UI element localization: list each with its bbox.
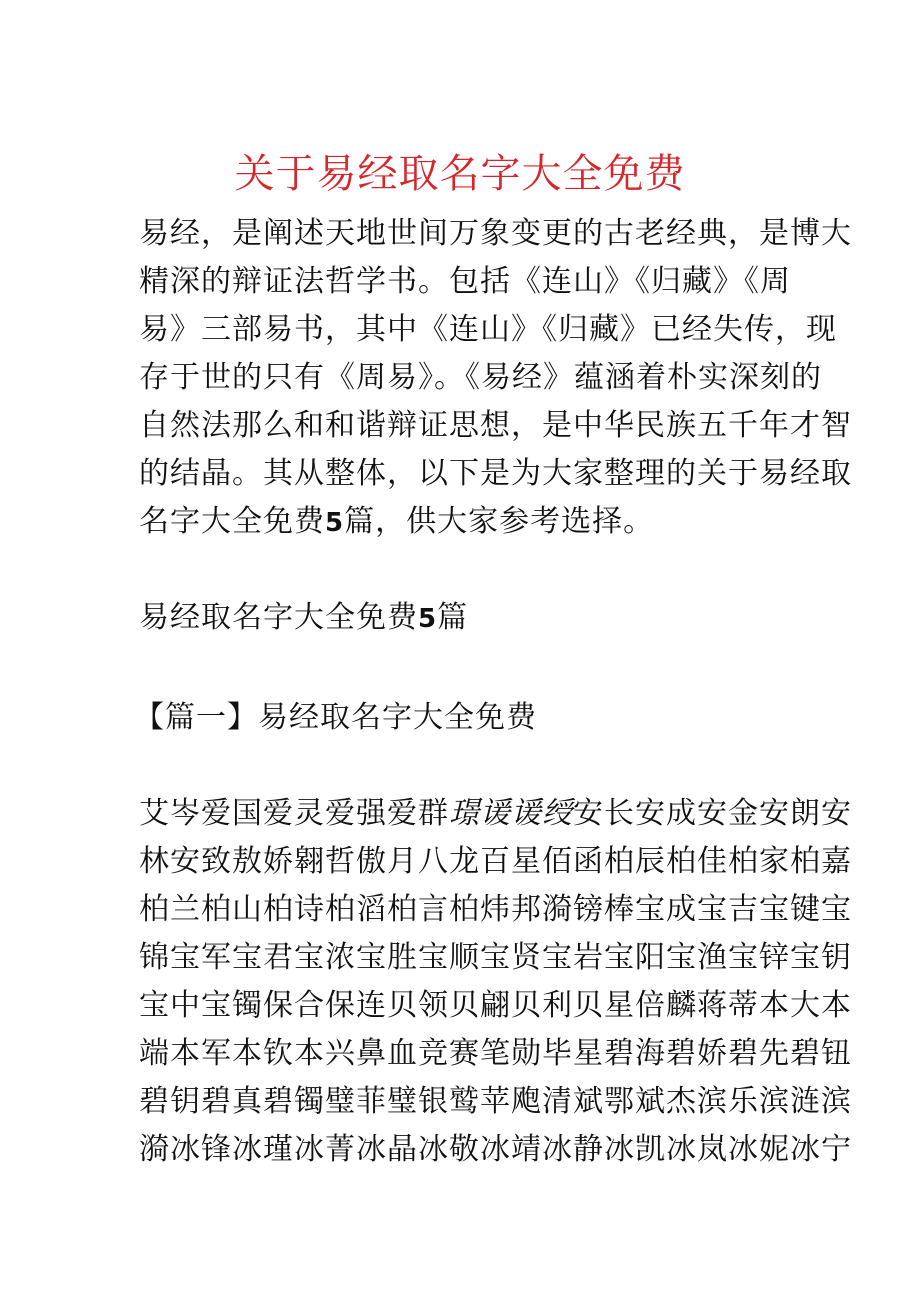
intro-line: 易》三部易书，其中《连山》《归藏》已经失传，现 bbox=[139, 312, 837, 347]
intro-line: 精深的辩证法哲学书。包括《连山》《归藏》《周 bbox=[139, 264, 791, 299]
names-line: 碧钥碧真碧镯璧菲璧银鹫苹飑清斌鄂斌杰滨乐滨涟滨 bbox=[139, 1084, 852, 1119]
intro-line: 易经，是阐述天地世间万象变更的古老经典，是博大 bbox=[139, 216, 852, 251]
names-line: 端本军本钦本兴鼻血竞赛笔勋毕星碧海碧娇碧先碧钮 bbox=[139, 1036, 852, 1071]
page-title: 关于易经取名字大全免费 bbox=[234, 151, 686, 197]
subtitle bbox=[139, 598, 468, 639]
intro-text: 名字大全免费 bbox=[139, 504, 325, 539]
intro-text: 篇，供大家参考选择。 bbox=[344, 504, 655, 539]
section-heading: 【篇一】易经取名字大全免费 bbox=[134, 700, 537, 735]
names-line bbox=[139, 794, 852, 834]
intro-line: 存于世的只有《周易》。《易经》蕴涵着朴实深刻的 bbox=[139, 360, 822, 395]
count-number: 5 bbox=[325, 508, 345, 538]
names-line: 锦宝军宝君宝浓宝胜宝顺宝贤宝岩宝阳宝渔宝锌宝钥 bbox=[139, 940, 852, 975]
names-line: 宝中宝镯保合保连贝领贝翩贝利贝星倍麟蒋蒂本大本 bbox=[139, 988, 852, 1023]
subtitle-text: 篇 bbox=[437, 600, 469, 635]
names-line: 漪冰锋冰瑾冰菁冰晶冰敬冰靖冰静冰凯冰岚冰妮冰宁 bbox=[139, 1132, 852, 1167]
intro-line: 的结晶。其从整体，以下是为大家整理的关于易经取 bbox=[139, 456, 852, 491]
intro-line: 自然法那么和和谐辩证思想，是中华民族五千年才智 bbox=[139, 408, 852, 443]
names-text: 艾岑爱国爱灵爱强爱群 bbox=[139, 796, 449, 831]
names-text-italic: 璟谖谖绶 bbox=[449, 796, 573, 831]
names-line: 林安致敖娇翱哲傲月八龙百星佰函柏辰柏佳柏家柏嘉 bbox=[139, 844, 852, 879]
intro-line-last bbox=[139, 502, 654, 543]
count-number: 5 bbox=[418, 604, 438, 634]
subtitle-text: 易经取名字大全免费 bbox=[139, 600, 418, 635]
names-text: 安长安成安金安朗安 bbox=[573, 796, 852, 831]
names-line: 柏兰柏山柏诗柏滔柏言柏炜邦漪镑棒宝成宝吉宝键宝 bbox=[139, 892, 852, 927]
